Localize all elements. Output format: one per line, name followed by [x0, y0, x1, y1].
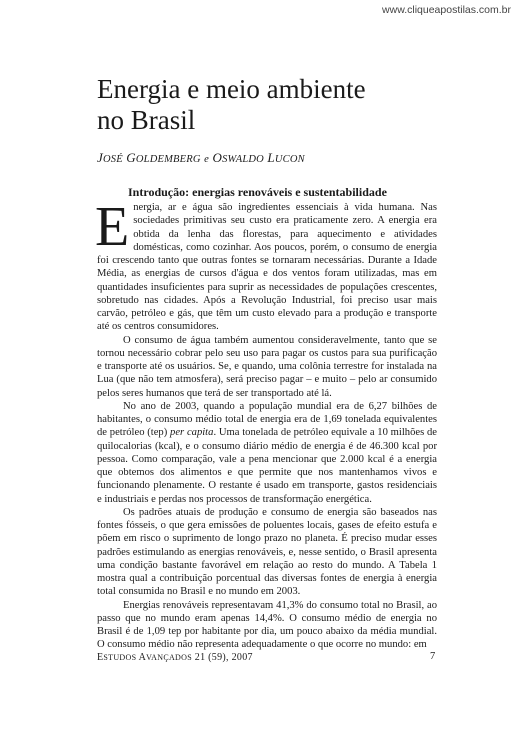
paragraph-2: O consumo de água também aumentou consideravelmente, tanto que se tornou necessário cobrar pelo seu uso para pagar os custos para sua purificação e transporte até os usuários. Se, e quando, uma colônia terrestre for instalada na Lua (que não tem atmosfera), será preciso pagar – e muito – pelo ar consumido pelos seres humanos que terá de ser transportado até lá.	[97, 334, 437, 399]
paragraph-4: Os padrões atuais de produção e consumo de energia são baseados nas fontes fósseis, o que gera emissões de poluentes locais, gases de efeito estufa e põem em risco o suprimento de longo prazo no planeta. É preciso mudar esses padrões estimulando as energias renováveis, e, nesse sentido, o Brasil apresenta uma condição bastante favorável em relação ao resto do mundo. A Tabela 1 mostra qual a contribuição porcentual das diversas fontes de energia à energia total consumida no Brasil e no mundo em 2003.	[97, 506, 437, 598]
title-line-1: Energia e meio ambiente	[97, 74, 366, 104]
watermark: www.cliqueapostilas.com.br	[382, 4, 511, 16]
paragraph-3: No ano de 2003, quando a população mundial era de 6,27 bilhões de habitantes, o consumo médio total de energia era de 1,69 tonelada equivalentes de petróleo (tep) per capita. Uma tonelada de petróleo equivale a 10 milhões de quilocalorias (kcal), e o consumo diário médio de energia é de 46.300 kcal por pessoa. Como comparação, vale a pena mencionar que 2.000 kcal é a energia que obtemos dos alimentos e que permite que nos mantenhamos vivos e funcionando plenamente. O restante é usado em transporte, gastos residenciais e industriais e perdas nos processos de transformação energética.	[97, 400, 437, 505]
drop-cap: E	[95, 196, 130, 258]
title-line-2: no Brasil	[97, 105, 196, 135]
page-number: 7	[430, 651, 436, 662]
article-title	[97, 74, 457, 136]
section-heading: Introdução: energias renováveis e sustentabilidade	[128, 185, 387, 199]
journal-footer: ESTUDOS AVANÇADOS 21 (59), 2007	[97, 652, 253, 663]
article-authors: JOSÉ GOLDEMBERG e OSWALDO LUCON	[97, 150, 305, 165]
article-body	[95, 196, 437, 652]
paragraph-5: Energias renováveis representavam 41,3% do consumo total no Brasil, ao passo que no mundo eram apenas 14,4%. O consumo médio de energia no Brasil é de 1,09 tep por habitante por dia, um pouco abaixo da média mundial. O consumo médio não representa adequadamente o que ocorre no mundo: em	[97, 599, 437, 651]
paragraph-1: Energia, ar e água são ingredientes essenciais à vida humana. Nas sociedades primitivas seu custo era praticamente zero. A energia era obtida da lenha das florestas, para aquecimento e atividades domésticas, como cozinhar. Aos poucos, porém, o consumo de energia foi crescendo tanto que outras fontes se tornaram necessárias. Durante a Idade Média, as energias de cursos d'água e dos ventos foram utilizadas, mas em quantidades insuficientes para suprir as necessidades de populações crescentes, sobretudo nas cidades. Após a Revolução Industrial, foi preciso usar mais carvão, petróleo e gás, que têm um custo elevado para a produção e transporte até os centros consumidores.	[95, 196, 437, 333]
